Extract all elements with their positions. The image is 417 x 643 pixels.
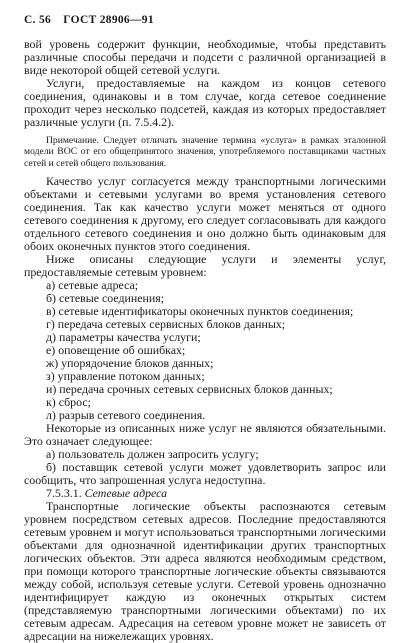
- list-item: г) передача сетевых сервисных блоков данных;: [46, 317, 286, 332]
- paragraph-1: вой уровень содержит функции, необходимые, чтобы представить различные способы передачи и подсети с различной организацией в виде некоторой общей сетевой услуги.: [24, 37, 386, 77]
- page-number: С. 56: [24, 14, 52, 26]
- list-item: з) управление потоком данных;: [46, 369, 205, 384]
- list-item: а) пользователь должен запросить услугу;: [46, 447, 259, 462]
- list-item: д) параметры качества услуги;: [46, 330, 201, 345]
- list-item: к) сброс;: [46, 395, 91, 410]
- paragraph-5: Некоторые из описанных ниже услуг не являются обязательными. Это означает следующее:: [24, 421, 386, 449]
- paragraph-4: Ниже описаны следующие услуги и элементы услуг, предоставляемые сетевым уровнем:: [24, 252, 386, 280]
- document-body: [24, 38, 386, 643]
- services-list: [24, 279, 386, 422]
- list-item: б) поставщик сетевой услуги может удовлетворить запрос или сообщить, что запрошенная услуга недоступна.: [24, 460, 386, 488]
- list-item: ж) упорядочение блоков данных;: [46, 356, 214, 371]
- optional-list: [24, 448, 386, 487]
- list-item: л) разрыв сетевого соединения.: [46, 408, 206, 423]
- note: Примечание. Следует отличать значение термина «услуга» в рамках эталонной модели ВОС от его общепринятого значения, употребляемого поставщиками частных сетей и сетей общего пользования.: [24, 135, 386, 169]
- standard-code: ГОСТ 28906—91: [63, 14, 154, 26]
- subsection-number: 7.5.3.1.: [46, 486, 82, 501]
- list-item: б) сетевые соединения;: [46, 291, 165, 306]
- subsection-title: Сетевые адреса: [84, 486, 168, 501]
- list-item: е) оповещение об ошибках;: [46, 343, 186, 358]
- paragraph-6: Транспортные логические объекты распознаются сетевым уровнем посредством сетевых адресов. Последние предоставляются сетевым уровнем и могут использоваться транспортными логическими объектами для однозначной идентификации других транспортных логических объектов. Эти адреса являются необходимым средством, при помощи которого транспортные логические объекты связываются между собой, используя сетевые услуги. Сетевой уровень однозначно идентифицирует каждую из оконечных открытых систем (представляемую транспортными логическими объектами) по их сетевым адресам. Адресация на сетевом уровне может не зависеть от адресации на нижележащих уровнях.: [24, 499, 386, 643]
- paragraph-3: Качество услуг согласуется между транспортными логическими объектами и сетевыми услугами во время установления сетевого соединения. Так как качество услуги может меняться от одного сетевого соединения к другому, его следует согласовывать для каждого отдельного сетевого соединения и оно должно быть одинаковым для обоих оконечных пунктов этого соединения.: [24, 174, 386, 254]
- page-header: [24, 14, 154, 26]
- paragraph-2: Услуги, предоставляемые на каждом из концов сетевого соединения, одинаковы и в том случае, когда сетевое соединение проходит через несколько подсетей, каждая из которых предоставляет различные услуги (п. 7.5.4.2).: [24, 76, 386, 129]
- list-item: и) передача срочных сетевых сервисных блоков данных;: [46, 382, 333, 397]
- list-item: в) сетевые идентификаторы оконечных пунктов соединения;: [46, 304, 354, 319]
- list-item: а) сетевые адреса;: [46, 278, 139, 293]
